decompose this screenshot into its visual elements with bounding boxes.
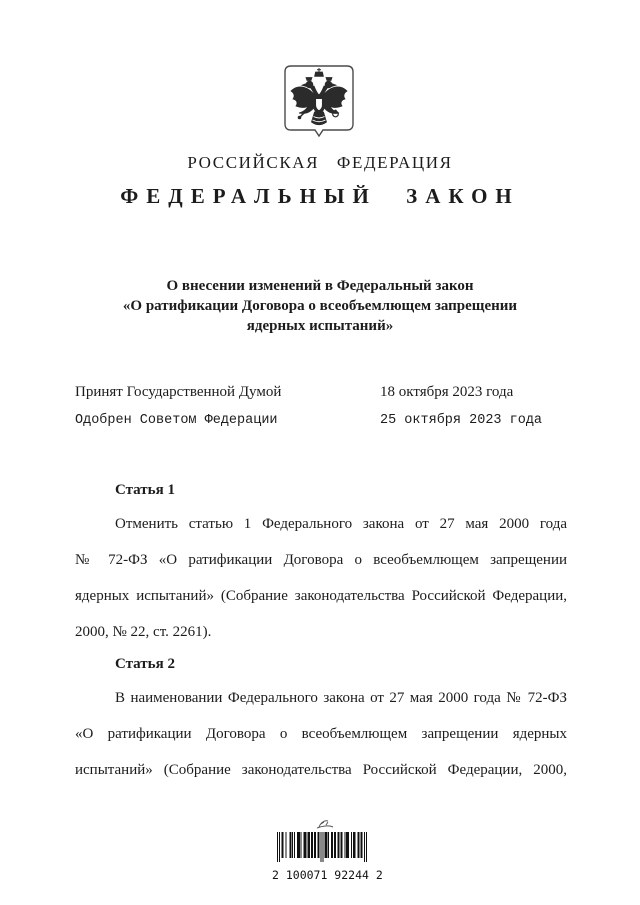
article-1-text <box>75 506 567 650</box>
barcode <box>272 818 383 882</box>
law-title <box>90 276 550 336</box>
approved-by-council-label: Одобрен Советом Федерации <box>75 413 278 428</box>
article-1-line: 2000, № 22, ст. 2261). <box>75 624 212 640</box>
law-title-line: «О ратификации Договора о всеобъемлющем запрещении <box>122 298 518 314</box>
barcode-bars <box>277 832 367 862</box>
article-1-line: № 72-ФЗ «О ратификации Договора о всеобъемлющем запрещении <box>75 552 567 568</box>
adopted-by-duma-label: Принят Государственной Думой <box>75 384 282 400</box>
article-2-line: В наименовании Федерального закона от 27 мая 2000 года № 72-ФЗ <box>115 690 567 706</box>
article-2-heading: Статья 2 <box>115 656 175 672</box>
law-title-line: О внесении изменений в Федеральный закон <box>166 278 474 294</box>
document-type-heading: ФЕДЕРАЛЬНЫЙ ЗАКОН <box>120 184 520 208</box>
article-1-heading: Статья 1 <box>115 482 175 498</box>
approved-by-council-date: 25 октября 2023 года <box>380 413 543 428</box>
adopted-by-duma-date: 18 октября 2023 года <box>380 384 514 400</box>
small-print-mark-icon <box>305 818 339 831</box>
article-2-text <box>75 680 567 788</box>
article-1-line: Отменить статью 1 Федерального закона от 27 мая 2000 года <box>115 516 567 532</box>
barcode-digits: 2 100071 92244 2 <box>272 868 383 882</box>
article-1-line: ядерных испытаний» (Собрание законодательства Российской Федерации, <box>75 588 567 604</box>
law-title-line: ядерных испытаний» <box>246 318 394 334</box>
article-2-line: «О ратификации Договора о всеобъемлющем запрещении ядерных <box>75 726 567 742</box>
country-name: РОССИЙСКАЯ ФЕДЕРАЦИЯ <box>187 153 453 172</box>
article-2-line: испытаний» (Собрание законодательства Российской Федерации, 2000, <box>75 762 567 778</box>
russian-coat-of-arms-icon <box>283 64 355 147</box>
